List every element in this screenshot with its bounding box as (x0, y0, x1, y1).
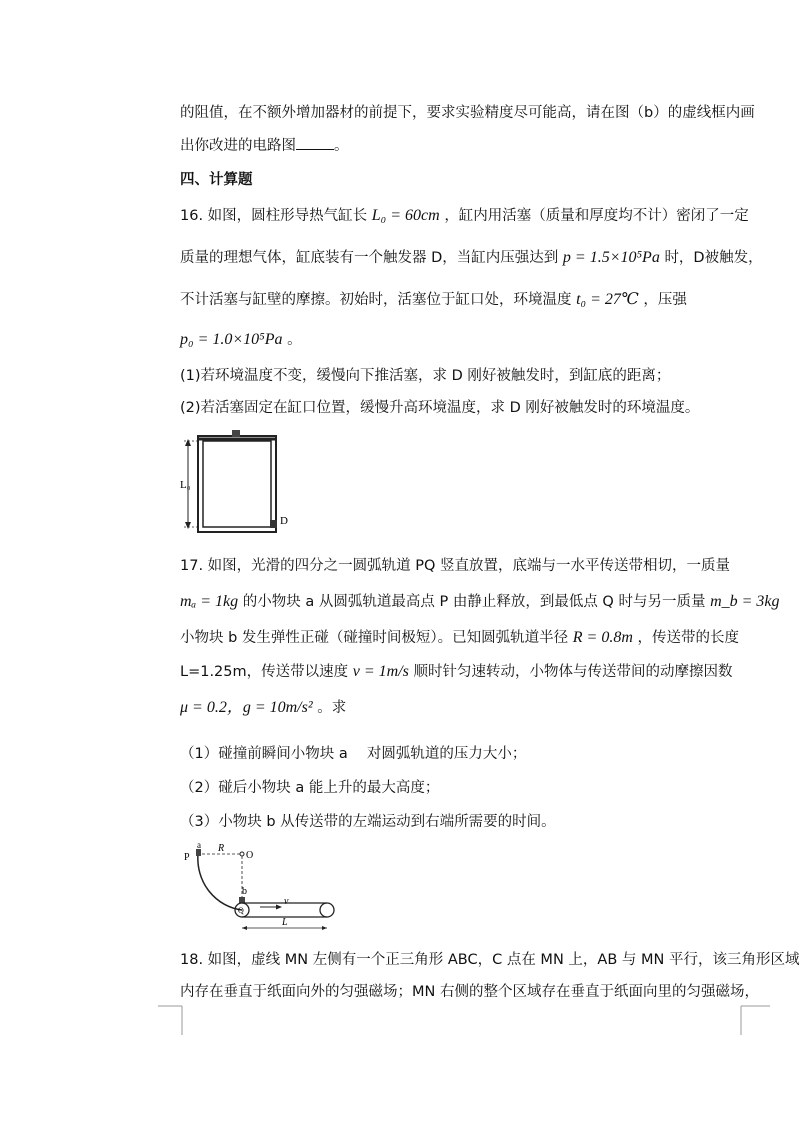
q16-line-1-b: ，缸内用活塞（质量和厚度均不计）密闭了一定 (444, 208, 749, 224)
page-corner-mark-right (735, 1005, 770, 1035)
fig-label-P: P (184, 852, 190, 863)
fig-label-a: a (197, 840, 201, 850)
q17-formula-mu-g: μ = 0.2，g = 10m/s² (180, 699, 313, 716)
fig-label-Q: Q (238, 906, 244, 915)
q16-sub-2: (2)若活塞固定在缸口位置，缓慢升高环境温度，求 D 刚好被触发时的环境温度。 (180, 400, 700, 416)
q17-line-3 (180, 628, 739, 648)
fig-label-v: v (284, 896, 289, 907)
q17-sub-1: （1）碰撞前瞬间小物块 a 对圆弧轨道的压力大小； (180, 746, 527, 762)
q17-line-4-b: 顺时针匀速转动，小物体与传送带间的动摩擦因数 (413, 664, 733, 680)
q17-sub-3: （3）小物块 b 从传送带的左端运动到右端所需要的时间。 (180, 814, 556, 830)
q17-line-1: 17. 如图，光滑的四分之一圆弧轨道 PQ 竖直放置，底端与一水平传送带相切，一质量 (180, 558, 731, 574)
fig-label-L0: L₀ (180, 479, 191, 491)
q16-line-2-b: 时，D被触发， (664, 250, 763, 266)
q16-line-3 (180, 290, 687, 310)
q17-line-2-b: 的小物块 a 从圆弧轨道最高点 P 由静止释放，到最低点 Q 时与另一质量 (242, 594, 706, 610)
page-corner-mark-left (158, 1005, 188, 1035)
q16-formula-p0: p₀ = 1.0×10⁵Pa (180, 331, 283, 348)
q17-line-2 (180, 592, 780, 612)
q17-formula-ma: mₐ = 1kg (180, 593, 239, 610)
fig-label-L: L (282, 917, 288, 928)
q16-line-2-a: 质量的理想气体，缸底装有一个触发器 D，当缸内压强达到 (180, 250, 559, 266)
q17-line-4 (180, 662, 732, 682)
q17-figure-track (180, 840, 350, 935)
q17-line-5 (180, 698, 346, 718)
q15-line-2 (180, 136, 349, 156)
q17-formula-v: v = 1m/s (352, 663, 409, 680)
fig-label-O: O (246, 850, 254, 861)
q17-line-4-a: L=1.25m，传送带以速度 (180, 664, 349, 680)
q18-line-2: 内存在垂直于纸面向外的匀强磁场；MN 右侧的整个区域存在垂直于纸面向里的匀强磁场， (180, 984, 759, 1000)
q17-formula-mb: m_b = 3kg (710, 593, 780, 610)
q16-formula-pressure: p = 1.5×10⁵Pa (562, 249, 660, 266)
q16-line-3-a: 不计活塞与缸壁的摩擦。初始时，活塞位于缸口处，环境温度 (180, 292, 572, 308)
q16-line-2 (180, 248, 763, 268)
section-heading: 四、计算题 (180, 172, 253, 188)
q17-line-3-a: 小物块 b 发生弹性正碰（碰撞时间极短）。已知圆弧轨道半径 (180, 630, 569, 646)
q16-figure-cylinder (180, 428, 300, 540)
q16-line-1-a: 16. 如图，圆柱形导热气缸长 (180, 208, 368, 224)
q16-line-3-b: ，压强 (643, 292, 687, 308)
q17-formula-R: R = 0.8m (572, 629, 633, 646)
q15-line-2-prefix: 出你改进的电路图 (180, 138, 296, 154)
q16-line-1 (180, 206, 749, 226)
q15-line-1: 的阻值，在不额外增加器材的前提下，要求实验精度尽可能高，请在图（b）的虚线框内画 (180, 105, 755, 121)
q16-formula-temp: t₀ = 27℃ (576, 291, 639, 308)
fig-label-R: R (218, 843, 225, 854)
fig-label-D: D (280, 515, 288, 527)
q16-formula-length: L₀ = 60cm (371, 207, 440, 224)
q17-line-5-b: 。求 (317, 700, 347, 716)
answer-blank (296, 137, 334, 150)
q16-sub-1: (1)若环境温度不变，缓慢向下推活塞，求 D 刚好被触发时，到缸底的距离； (180, 368, 671, 384)
q18-line-1: 18. 如图，虚线 MN 左侧有一个正三角形 ABC，C 点在 MN 上，AB 与 MN 平行，该三角形区域 (180, 952, 800, 968)
q16-line-4-b: 。 (287, 332, 302, 348)
q15-line-2-suffix: 。 (334, 138, 349, 154)
q17-line-3-b: ，传送带的长度 (637, 630, 740, 646)
q17-sub-2: （2）碰后小物块 a 能上升的最大高度； (180, 780, 440, 796)
q16-line-4 (180, 330, 302, 350)
fig-label-b: b (242, 886, 247, 897)
